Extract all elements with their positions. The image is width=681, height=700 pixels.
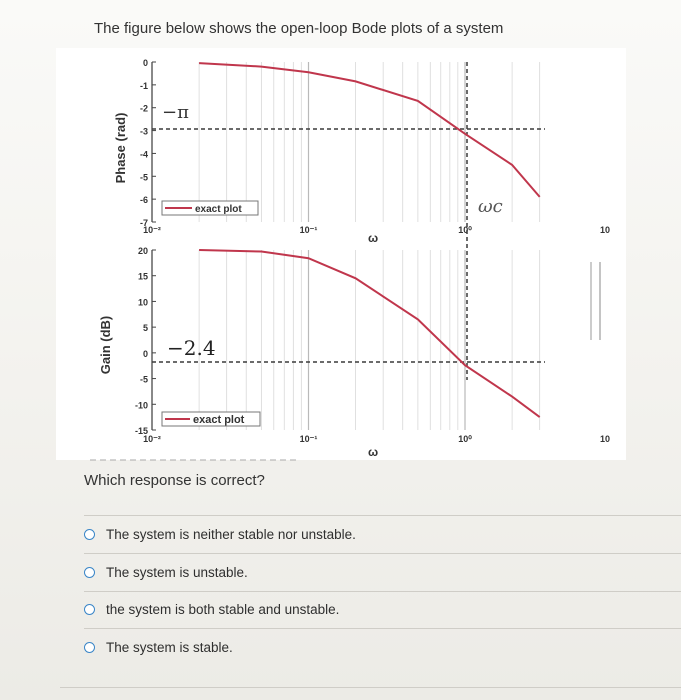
question-prompt: The figure below shows the open-loop Bode plots of a system bbox=[94, 20, 504, 37]
phase-tick-label: -7 bbox=[139, 218, 148, 228]
gain-tick-label: -5 bbox=[139, 374, 148, 385]
phase-tick-label: 0 bbox=[142, 58, 148, 68]
option-label: The system is stable. bbox=[106, 640, 233, 655]
gain-x-tick-label: 10 bbox=[599, 434, 611, 444]
divider bbox=[84, 591, 681, 592]
divider bbox=[84, 553, 681, 554]
option-stable[interactable] bbox=[84, 640, 233, 655]
gain-tick-label: -10 bbox=[134, 400, 148, 411]
option-neither[interactable] bbox=[84, 527, 356, 542]
phase-legend bbox=[162, 201, 258, 215]
phase-legend-text: exact plot bbox=[195, 204, 242, 215]
phase-ylabel: Phase (rad) bbox=[113, 112, 128, 184]
omega-c-label: ωc bbox=[478, 196, 503, 217]
radio-circle-icon[interactable] bbox=[84, 567, 95, 578]
option-both[interactable] bbox=[84, 602, 339, 617]
phase-tick-label: -3 bbox=[139, 126, 148, 137]
phase-x-tick-label: 10⁰ bbox=[458, 225, 472, 235]
phase-tick-label: -2 bbox=[139, 103, 148, 114]
minus-pi-label: −π bbox=[162, 102, 189, 123]
option-label: The system is neither stable nor unstable. bbox=[106, 527, 356, 542]
minus-2-4-label: −2.4 bbox=[167, 336, 216, 360]
gain-legend-text: exact plot bbox=[193, 414, 245, 426]
divider bbox=[84, 628, 681, 629]
gain-x-tick-label: 10⁻¹ bbox=[299, 434, 318, 444]
phase-x-tick-label: 10⁻² bbox=[143, 225, 161, 235]
phase-x-tick-label: 10 bbox=[599, 225, 611, 235]
gain-ylabel: Gain (dB) bbox=[98, 315, 113, 375]
gain-tick-label: 0 bbox=[142, 348, 148, 359]
divider bbox=[84, 515, 681, 516]
phase-x-tick-label: 10⁻¹ bbox=[299, 225, 318, 235]
radio-circle-icon[interactable] bbox=[84, 529, 95, 540]
option-label: the system is both stable and unstable. bbox=[106, 602, 340, 617]
gain-tick-label: 5 bbox=[142, 323, 148, 334]
question-text: Which response is correct? bbox=[84, 472, 265, 489]
phase-omega-label: ω bbox=[368, 231, 379, 245]
gain-x-tick-label: 10⁰ bbox=[458, 434, 472, 444]
phase-tick-label: -1 bbox=[139, 80, 148, 91]
gain-tick-label: 10 bbox=[137, 297, 148, 308]
divider bbox=[60, 687, 681, 688]
radio-circle-icon[interactable] bbox=[84, 604, 95, 615]
option-label: The system is unstable. bbox=[106, 565, 248, 580]
gain-tick-label: -15 bbox=[134, 426, 148, 436]
gain-legend bbox=[162, 412, 260, 426]
gain-omega-label: ω bbox=[368, 445, 379, 459]
gain-tick-label: 20 bbox=[137, 246, 148, 256]
phase-tick-label: -5 bbox=[139, 172, 148, 183]
phase-tick-label: -4 bbox=[139, 149, 148, 160]
gain-x-tick-label: 10⁻² bbox=[143, 434, 161, 444]
radio-circle-icon[interactable] bbox=[84, 642, 95, 653]
option-unstable[interactable] bbox=[84, 565, 248, 580]
phase-tick-label: -6 bbox=[139, 195, 148, 206]
gain-tick-label: 15 bbox=[137, 271, 148, 282]
